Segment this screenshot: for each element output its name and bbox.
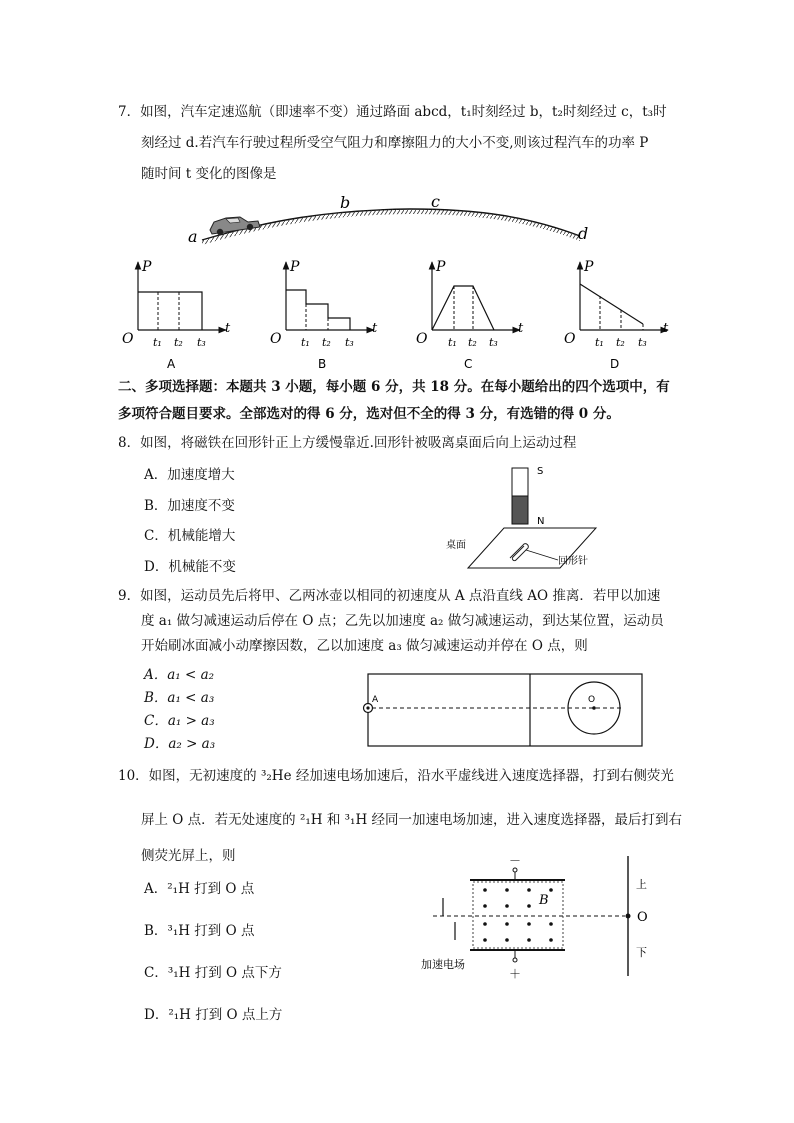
graph-d-axis-p: P [584, 259, 594, 275]
q10-option-d: D．²₁H 打到 O 点上方 [144, 1007, 283, 1023]
graph-c-t2: t₂ [468, 336, 477, 349]
graph-a-t2: t₂ [174, 336, 183, 349]
graph-d-axis-t: t [663, 321, 669, 336]
graph-d-t3: t₃ [638, 336, 647, 349]
q10-option-c: C．³₁H 打到 O 点下方 [144, 965, 282, 981]
paper-clip-icon [510, 544, 528, 561]
screen-o-label: O [637, 910, 648, 925]
magnet-n-label: N [537, 516, 545, 527]
graph-d-label: D [610, 357, 620, 371]
q9-stem-line-2: 度 a₁ 做匀减速运动后停在 O 点；乙先以加速度 a₂ 做匀减速运动，到达某位置，运动员 [141, 613, 664, 629]
magnet-s-label: S [537, 466, 544, 477]
graph-d-origin: O [564, 331, 576, 347]
plus-terminal-label: ＋ [509, 967, 522, 981]
section-2-heading-line-2: 多项符合题目要求。全部选对的得 6 分，选对但不全的得 3 分，有选错的得 0 分。 [118, 406, 620, 422]
q10-option-a: A．²₁H 打到 O 点 [144, 881, 255, 897]
clip-label: 回形针 [558, 556, 588, 567]
graph-b [270, 259, 378, 371]
q8-option-c: C．机械能增大 [144, 528, 236, 544]
q8-option-d: D．机械能不变 [144, 559, 236, 575]
q7-graphs [118, 252, 678, 374]
q10-stem-line-1: 10．如图，无初速度的 ³₂He 经加速电场加速后，沿水平虚线进入速度选择器，打到右侧荧光 [118, 768, 674, 784]
q9-option-d: D．a₂ > a₃ [144, 736, 216, 752]
graph-b-t2: t₂ [322, 336, 331, 349]
graph-c-t3: t₃ [489, 336, 498, 349]
q10-stem-line-3: 侧荧光屏上，则 [141, 848, 236, 864]
q7-road-diagram [180, 192, 600, 248]
graph-b-axis-t: t [372, 321, 378, 336]
section-2-heading-line-1: 二、多项选择题：本题共 3 小题，每小题 6 分，共 18 分。在每小题给出的四个选项中，有 [118, 379, 670, 395]
graph-a-axis-t: t [225, 321, 231, 336]
graph-b-label: B [318, 357, 327, 371]
graph-a-t3: t₃ [197, 336, 206, 349]
screen-down-label: 下 [636, 946, 647, 959]
graph-d-t1: t₁ [595, 336, 604, 349]
q9-option-c: C．a₁ > a₃ [144, 713, 215, 729]
graph-a-label: A [167, 357, 176, 371]
graph-a-origin: O [122, 331, 134, 347]
q9-option-a: A．a₁ < a₂ [144, 667, 215, 683]
q7-stem-line-3: 随时间 t 变化的图像是 [141, 166, 277, 182]
q8-stem: 8．如图，将磁铁在回形针正上方缓慢靠近.回形针被吸离桌面后向上运动过程 [118, 435, 577, 451]
screen-up-label: 上 [636, 878, 647, 891]
graph-b-t1: t₁ [301, 336, 310, 349]
graph-d [564, 259, 669, 371]
q10-velocity-selector-diagram [415, 852, 665, 982]
graph-b-t3: t₃ [345, 336, 354, 349]
graph-d-t2: t₂ [616, 336, 625, 349]
road-label-c: c [431, 192, 440, 211]
graph-c-origin: O [416, 331, 428, 347]
graph-c-axis-t: t [518, 321, 524, 336]
accel-field-label: 加速电场 [421, 958, 465, 971]
q7-stem-line-1: 7．如图，汽车定速巡航（即速率不变）通过路面 abcd，t₁时刻经过 b，t₂时刻经过 c，t₃时 [118, 104, 667, 120]
desk-label: 桌面 [446, 540, 466, 551]
graph-c-label: C [464, 357, 473, 371]
q9-stem-line-1: 9．如图，运动员先后将甲、乙两冰壶以相同的初速度从 A 点沿直线 AO 推离．若甲以加速 [118, 588, 661, 604]
q8-option-b: B．加速度不变 [144, 498, 235, 514]
q7-stem-line-2: 刻经过 d.若汽车行驶过程所受空气阻力和摩擦阻力的大小不变,则该过程汽车的功率 P [141, 135, 649, 151]
road-label-a: a [188, 227, 198, 246]
graph-a [122, 259, 231, 371]
road-label-b: b [340, 193, 351, 212]
q8-magnet-diagram [440, 460, 620, 580]
graph-c [416, 259, 524, 371]
q10-option-b: B．³₁H 打到 O 点 [144, 923, 255, 939]
q9-point-a: A [372, 695, 379, 705]
graph-a-axis-p: P [142, 259, 152, 275]
road-label-d: d [578, 224, 589, 243]
q9-point-o: O [588, 695, 596, 705]
graph-c-t1: t₁ [448, 336, 457, 349]
field-b-label: B [539, 893, 549, 908]
graph-c-axis-p: P [436, 259, 446, 275]
q9-curling-diagram [360, 670, 650, 752]
graph-a-t1: t₁ [153, 336, 162, 349]
minus-terminal-label: － [509, 854, 522, 868]
q10-stem-line-2: 屏上 O 点．若无处速度的 ²₁H 和 ³₁H 经同一加速电场加速，进入速度选择器，最后打到右 [141, 812, 683, 828]
q9-stem-line-3: 开始刷冰面减小动摩擦因数，乙以加速度 a₃ 做匀减速运动并停在 O 点，则 [141, 638, 588, 654]
q9-option-b: B．a₁ < a₃ [144, 690, 215, 706]
graph-b-origin: O [270, 331, 282, 347]
graph-b-axis-p: P [290, 259, 300, 275]
q8-option-a: A．加速度增大 [144, 467, 235, 483]
